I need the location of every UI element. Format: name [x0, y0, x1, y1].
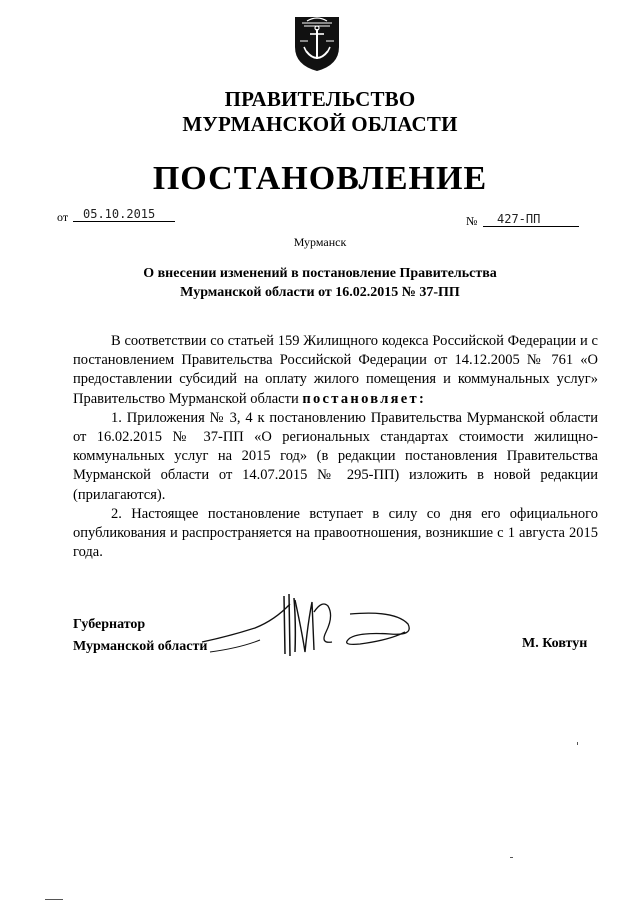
scan-speck [45, 899, 63, 900]
signer-name: М. Ковтун [522, 636, 588, 651]
document-body [73, 332, 598, 562]
decree-word: постановляет: [302, 390, 427, 407]
scan-speck [510, 857, 513, 858]
signer-position-line2: Мурманской области [73, 639, 208, 654]
date-prefix: от [57, 210, 69, 224]
item-1-paragraph: 1. Приложения № 3, 4 к постановлению Правительства Мурманской области от 16.02.2015 № 37-ПП «О региональных стандартах стоимости жилищно-коммунальных услуг на 2015 год» (в редакции постановления Правительства Мурманской области от 14.07.2015 № 295-ПП) изложить в новой редакции (прилагаются). [73, 409, 598, 503]
document-date: 05.10.2015 [73, 207, 175, 222]
city: Мурманск [293, 235, 347, 249]
coat-of-arms-icon [292, 13, 342, 73]
document-title: О внесении изменений в постановление Правительства Мурманской области от 16.02.2015 № 37-ПП [143, 266, 497, 300]
authority-name-line1: ПРАВИТЕЛЬСТВО [224, 87, 416, 111]
signer-position-line1: Губернатор [73, 617, 146, 632]
document-type: ПОСТАНОВЛЕНИЕ [152, 160, 488, 197]
document-number: 427-ПП [483, 212, 579, 227]
preamble-paragraph [73, 332, 598, 409]
authority-name-line2: МУРМАНСКОЙ ОБЛАСТИ [182, 112, 458, 136]
signer-position [73, 614, 207, 658]
item-2-paragraph: 2. Настоящее постановление вступает в силу со дня его официального опубликования и распространяется на правоотношения, возникшие с 1 августа 2015 года. [73, 505, 598, 561]
scan-speck [577, 742, 578, 745]
handwritten-signature [200, 592, 430, 660]
preamble-text: В соответствии со статьей 159 Жилищного кодекса Российской Федерации и с постановлением Правительства Российской Федерации от 14.12.2005 № 761 «О предоставлении субсидий на оплату жилого помещения и коммунальных услуг» Правительство Мурманской области [73, 333, 598, 407]
number-prefix: № [466, 214, 478, 228]
